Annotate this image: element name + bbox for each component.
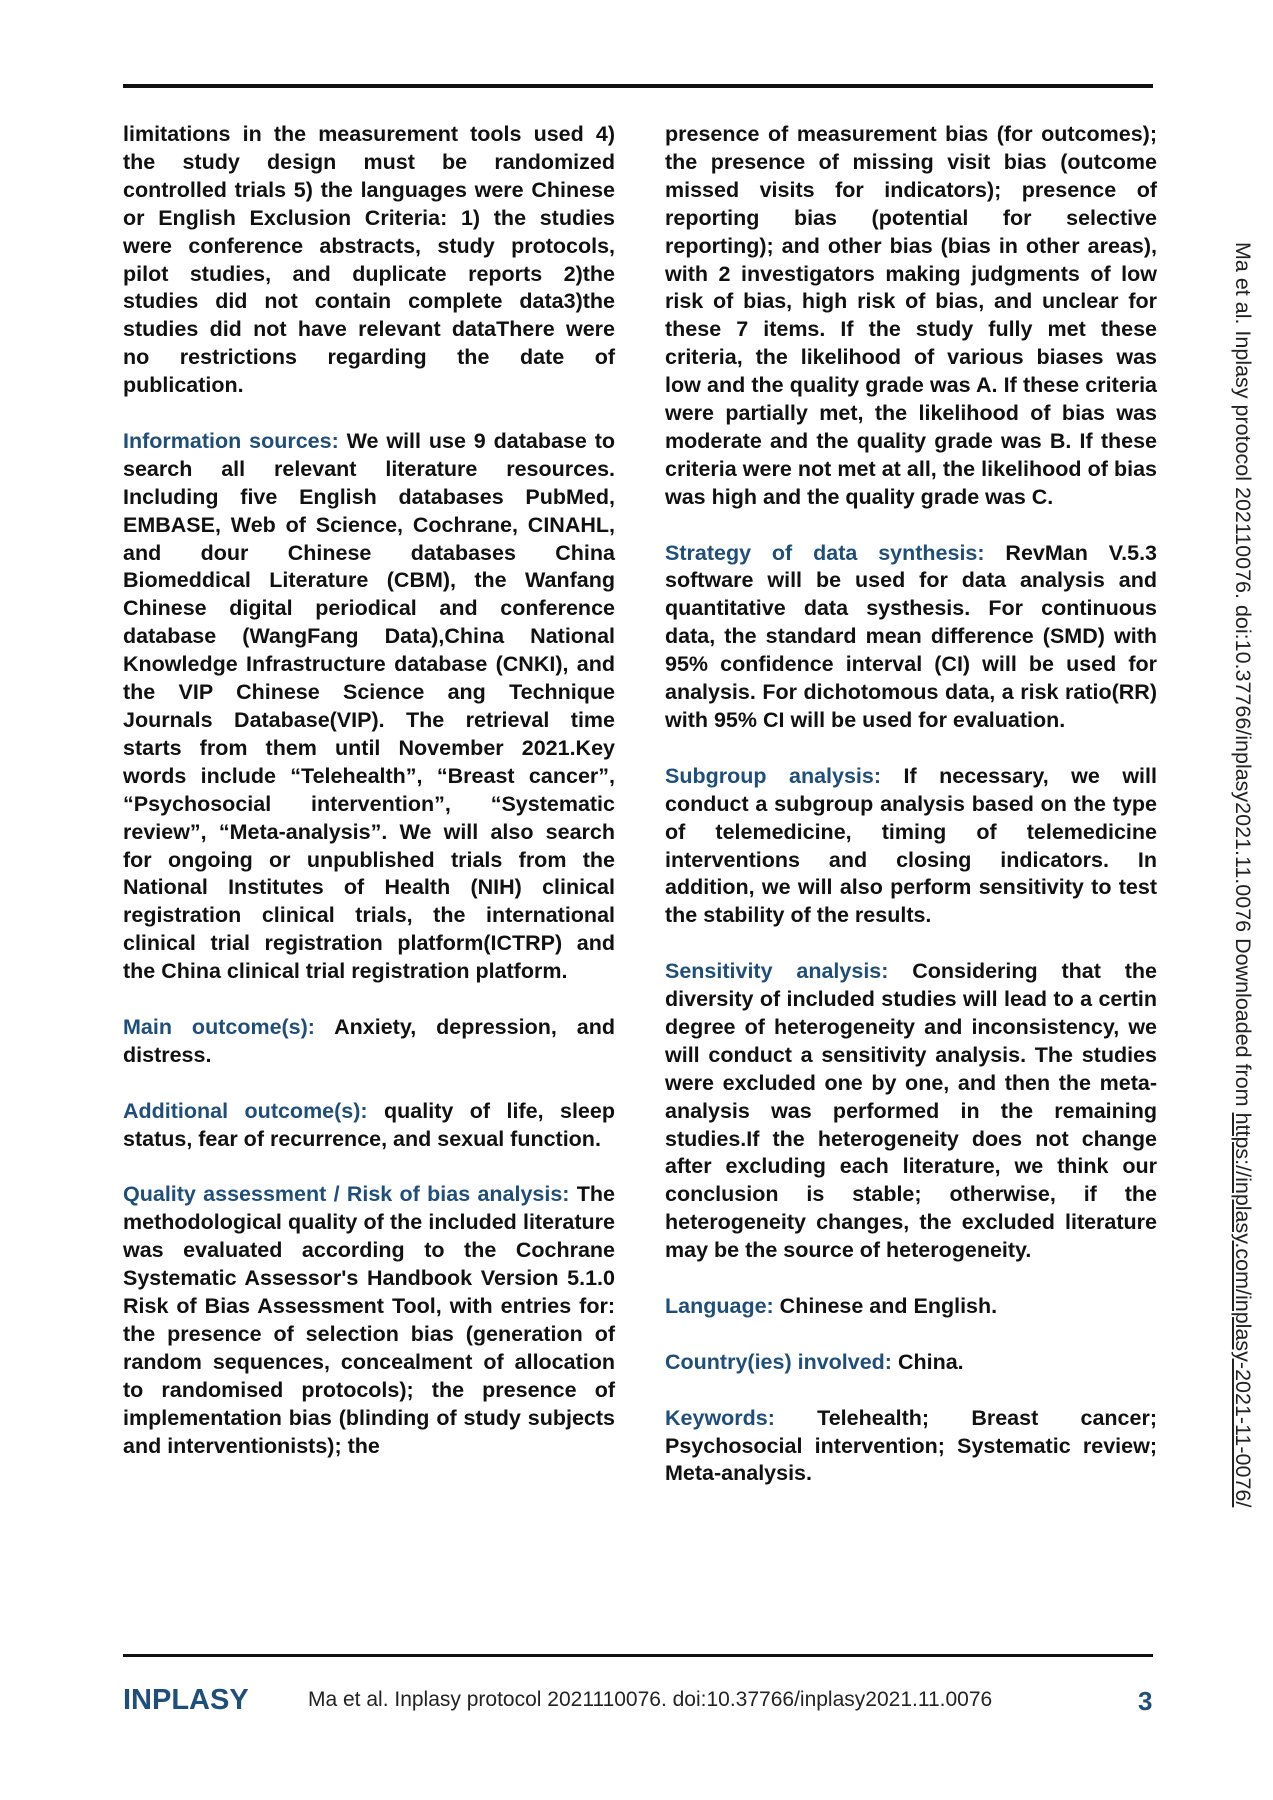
right-column	[665, 121, 1157, 1516]
inplasy-link[interactable]: https://inplasy.com/inplasy-2021-11-0076/	[1231, 1112, 1255, 1508]
main-outcomes-label: Main outcome(s):	[123, 1014, 315, 1039]
keywords-text: Telehealth; Breast cancer; Psychosocial intervention; Systematic review; Meta-analysis.	[665, 1405, 1157, 1486]
left-column	[123, 121, 615, 1488]
page-number: 3	[1138, 1686, 1153, 1716]
header-rule	[123, 84, 1153, 88]
data-synthesis-label: Strategy of data synthesis:	[665, 540, 985, 565]
footer-rule	[123, 1654, 1153, 1657]
footer-citation: Ma et al. Inplasy protocol 2021110076. doi:10.37766/inplasy2021.11.0076	[308, 1688, 993, 1711]
additional-outcomes-section	[123, 1098, 615, 1154]
language-text: Chinese and English.	[773, 1294, 998, 1318]
sensitivity-analysis-text: Considering that the diversity of included studies will lead to a certin degree of heterogeneity and inconsistency, we will conduct a sensitivity analysis. The studies were excluded one by one, and then the meta-analysis was performed in the remaining studies.If the heterogeneity does not change after excluding each literature, we think our conclusion is stable; otherwise, if the heterogeneity changes, the excluded literature may be the source of heterogeneity.	[665, 959, 1157, 1263]
additional-outcomes-text: quality of life, sleep status, fear of recurrence, and sexual function.	[123, 1098, 615, 1151]
language-label: Language:	[665, 1294, 774, 1318]
additional-outcomes-label: Additional outcome(s):	[123, 1098, 368, 1123]
sensitivity-analysis-label: Sensitivity analysis:	[665, 959, 889, 984]
main-outcomes-text: Anxiety, depression, and distress.	[123, 1014, 615, 1067]
side-download-note	[1230, 242, 1255, 1507]
language-section	[665, 1293, 1157, 1321]
footer-brand: INPLASY	[123, 1684, 249, 1716]
eligibility-paragraph	[123, 121, 615, 400]
data-synthesis-section	[665, 540, 1157, 735]
country-text: China.	[891, 1349, 964, 1374]
eligibility-text: limitations in the measurement tools used 4) the study design must be randomized controlled trials 5) the languages were Chinese or English Exclusion Criteria: 1) the studies were conference abstracts, study protocols, pilot studies, and duplicate reports 2)the studies did not contain complete data3)the studies did not have relevant dataThere were no restrictions regarding the date of publication.	[123, 122, 615, 398]
quality-assessment-text: The methodological quality of the included literature was evaluated according to the Cochrane Systematic Assessor's Handbook Version 5.1.0 Risk of Bias Assessment Tool, with entries for: the presence of selection bias (generation of random sequences, concealment of allocation to randomised protocols); the presence of implementation bias (blinding of study subjects and interventionists); the	[123, 1182, 616, 1458]
keywords-label: Keywords:	[665, 1405, 775, 1430]
information-sources-text: We will use 9 database to search all relevant literature resources. Including five English databases PubMed, EMBASE, Web of Science, Cochrane, CINAHL, and dour Chinese databases China Biomeddical Literature (CBM), the Wanfang Chinese digital periodical and conference database (WangFang Data),China National Knowledge Infrastructure database (CNKI), and the VIP Chinese Science ang Technique Journals Database(VIP). The retrieval time starts from them until November 2021.Key words include “Telehealth”, “Breast cancer”, “Psychosocial intervention”, “Systematic review”, “Meta-analysis”. We will also search for ongoing or unpublished trials from the National Institutes of Health (NIH) clinical registration clinical trials, the international clinical trial registration platform(ICTRP) and the China clinical trial registration platform.	[123, 428, 615, 984]
quality-assessment-label: Quality assessment / Risk of bias analysis:	[123, 1182, 570, 1207]
quality-assessment-section	[123, 1181, 615, 1460]
sensitivity-analysis-section	[665, 958, 1157, 1265]
data-synthesis-text: RevMan V.5.3 software will be used for data analysis and quantitative data systhesis. For continuous data, the standard mean difference (SMD) with 95% confidence interval (CI) will be used for analysis. For dichotomous data, a risk ratio(RR) with 95% CI will be used for evaluation.	[665, 540, 1157, 733]
bias-continuation-text: presence of measurement bias (for outcomes); the presence of missing visit bias (outcome missed visits for indicators); presence of reporting bias (potential for selective reporting); and other bias (bias in other areas), with 2 investigators making judgments of low risk of bias, high risk of bias, and unclear for these 7 items. If the study fully met these criteria, the likelihood of various biases was low and the quality grade was A. If these criteria were partially met, the likelihood of bias was moderate and the quality grade was B. If these criteria were not met at all, the likelihood of bias was high and the quality grade was C.	[665, 122, 1157, 509]
bias-continuation-paragraph	[665, 121, 1157, 512]
information-sources-section	[123, 428, 615, 986]
country-label: Country(ies) involved:	[665, 1349, 892, 1374]
keywords-section	[665, 1405, 1157, 1489]
side-note-text: Ma et al. Inplasy protocol 202110076. doi:10.37766/inplasy2021.11.0076 Downloaded from	[1231, 242, 1255, 1113]
subgroup-analysis-label: Subgroup analysis:	[665, 763, 882, 788]
main-outcomes-section	[123, 1014, 615, 1070]
subgroup-analysis-section	[665, 763, 1157, 930]
information-sources-label: Information sources:	[123, 428, 339, 453]
subgroup-analysis-text: If necessary, we will conduct a subgroup analysis based on the type of telemedicine, timing of telemedicine interventions and closing indicators. In addition, we will also perform sensitivity to test the stability of the results.	[665, 763, 1157, 928]
country-section	[665, 1349, 1157, 1377]
